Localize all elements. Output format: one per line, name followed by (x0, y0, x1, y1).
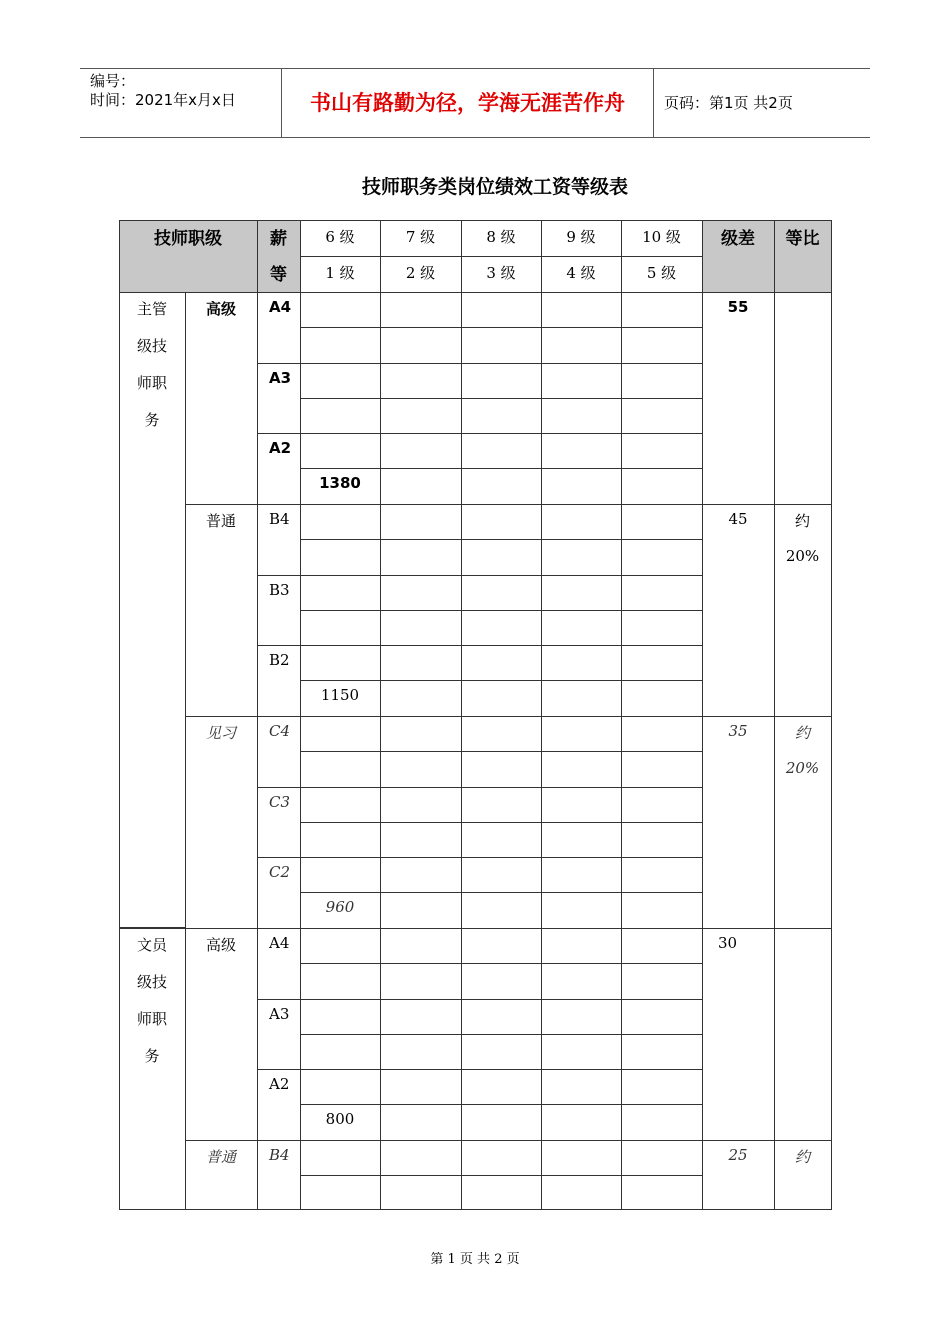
header-level-top: 9 级 (566, 228, 596, 246)
value-cell (541, 504, 622, 540)
level-cell (185, 292, 258, 505)
level-label: 普通 (205, 1148, 236, 1166)
level-cell (185, 716, 258, 929)
value-cell (380, 433, 462, 469)
value-cell (380, 327, 462, 364)
value-cell (380, 1069, 462, 1105)
value-cell (621, 892, 703, 929)
category-label: 师职 (136, 1010, 167, 1028)
value-cell (300, 751, 381, 788)
level-cell (185, 928, 258, 1141)
value-cell (380, 1104, 462, 1141)
value-cell (541, 610, 622, 646)
value-cell (300, 963, 381, 1000)
value-cell (621, 751, 703, 788)
page-title: 技师职务类岗位绩效工资等级表 (361, 176, 628, 198)
value-cell (461, 963, 542, 1000)
value-cell (300, 999, 381, 1035)
salary-grade-label: B4 (269, 1146, 290, 1164)
ratio-cell (774, 928, 832, 1141)
value-cell (541, 327, 622, 364)
value-cell (461, 751, 542, 788)
value-cell (380, 892, 462, 929)
value-cell (461, 504, 542, 540)
value-cell (541, 433, 622, 469)
value-cell (621, 433, 703, 469)
grade-diff-value: 30 (718, 934, 738, 952)
value-cell (541, 928, 622, 964)
value-cell (380, 857, 462, 893)
salary-grade-label: C3 (269, 793, 291, 811)
value-cell (300, 575, 381, 611)
value-cell (300, 433, 381, 469)
salary-grade-label: A2 (269, 1075, 290, 1093)
value-cell (541, 575, 622, 611)
value-cell (621, 928, 703, 964)
value-cell (300, 822, 381, 858)
value-cell (300, 539, 381, 576)
value-cell (541, 999, 622, 1035)
level-label: 高级 (205, 936, 236, 954)
category-label: 主管 (136, 300, 167, 318)
header-level-top: 7 级 (405, 228, 436, 246)
value-cell (541, 892, 622, 929)
header-page-label: 页码：第1页 共2页 (664, 94, 793, 112)
salary-grade-label: A3 (269, 1005, 290, 1023)
value-cell (300, 716, 381, 752)
value-cell (621, 645, 703, 681)
value-cell (621, 1069, 703, 1105)
value-cell (300, 645, 381, 681)
salary-grade-label: C4 (269, 722, 291, 740)
value-cell (380, 610, 462, 646)
value-cell (541, 1140, 622, 1176)
header-salary-grade-top: 薪 (270, 229, 287, 249)
grade-diff-value: 25 (728, 1146, 748, 1164)
value-cell (541, 468, 622, 505)
value-cell (300, 610, 381, 646)
value-cell (461, 539, 542, 576)
value-cell (621, 963, 703, 1000)
level-label: 见习 (205, 724, 236, 742)
value-cell (461, 398, 542, 434)
value-cell (461, 327, 542, 364)
value-cell (380, 822, 462, 858)
header-level-bottom: 1 级 (325, 264, 355, 282)
grade-diff-cell (702, 716, 775, 929)
value-cell (380, 1140, 462, 1176)
value-cell (380, 1034, 462, 1070)
value-cell (380, 292, 462, 328)
ratio-value: 约 (794, 1148, 810, 1166)
value-cell (380, 963, 462, 1000)
value-cell (621, 610, 703, 646)
value-cell (461, 787, 542, 823)
value-cell (300, 1069, 381, 1105)
value-cell (380, 751, 462, 788)
ratio-cell (774, 716, 832, 929)
value-cell (300, 292, 381, 328)
value-cell (541, 787, 622, 823)
value-cell (461, 433, 542, 469)
header-level-bottom: 2 级 (405, 264, 436, 282)
ratio-value: 约 (794, 724, 810, 742)
ratio-value: 20% (785, 759, 820, 777)
value-cell (621, 787, 703, 823)
value-cell (380, 716, 462, 752)
value-cell (461, 999, 542, 1035)
header-diff: 级差 (721, 229, 755, 249)
header-meta (80, 69, 280, 137)
value-cell (461, 822, 542, 858)
value-cell (461, 1034, 542, 1070)
salary-grade-label: B2 (269, 651, 290, 669)
grade-diff-cell (702, 292, 775, 505)
value-cell (380, 539, 462, 576)
value-cell (300, 363, 381, 399)
value-cell (541, 1175, 622, 1210)
value-cell (621, 539, 703, 576)
value-cell (461, 1140, 542, 1176)
value-cell (541, 963, 622, 1000)
grade-diff-value: 45 (728, 510, 748, 528)
value-cell (380, 928, 462, 964)
value-cell (541, 1034, 622, 1070)
header-salary-grade-bottom: 等 (270, 265, 287, 285)
value-cell (461, 575, 542, 611)
value-cell (541, 645, 622, 681)
value-cell (461, 928, 542, 964)
value-cell (541, 1104, 622, 1141)
value-cell (541, 751, 622, 788)
value-cell (541, 292, 622, 328)
value-cell (541, 857, 622, 893)
grade-diff-cell (702, 928, 775, 1141)
salary-grade-label: A4 (269, 934, 290, 952)
header-level-top: 6 级 (325, 228, 355, 246)
grade-diff-value: 35 (728, 722, 748, 740)
value-cell (541, 539, 622, 576)
value-cell (300, 857, 381, 893)
value-cell (380, 468, 462, 505)
header-motto: 书山有路勤为径，学海无涯苦作舟 (281, 69, 654, 137)
salary-grade-label: B3 (269, 581, 290, 599)
value-cell (621, 575, 703, 611)
value-cell (461, 645, 542, 681)
value-cell (461, 892, 542, 929)
value-cell (300, 787, 381, 823)
value-cell (621, 504, 703, 540)
value-cell (621, 292, 703, 328)
value-cell (541, 1069, 622, 1105)
time-label: 时间：2021年x月x日 (90, 91, 236, 109)
value-cell (380, 680, 462, 717)
salary-grade-label: A2 (269, 439, 292, 457)
base-salary-value: 800 (325, 1110, 355, 1128)
value-cell (621, 1175, 703, 1210)
value-cell (461, 363, 542, 399)
value-cell (621, 680, 703, 717)
header-level-top: 8 级 (486, 228, 516, 246)
salary-grade-label: A4 (269, 298, 292, 316)
grade-diff-cell (702, 504, 775, 717)
value-cell (541, 363, 622, 399)
value-cell (461, 1104, 542, 1141)
value-cell (380, 1175, 462, 1210)
value-cell (300, 1175, 381, 1210)
value-cell (461, 610, 542, 646)
category-label: 文员 (136, 936, 167, 954)
value-cell (541, 716, 622, 752)
header-ratio: 等比 (785, 229, 820, 249)
base-salary-value: 1380 (319, 474, 361, 492)
value-cell (461, 1175, 542, 1210)
grade-diff-value: 55 (727, 298, 749, 316)
value-cell (380, 999, 462, 1035)
value-cell (621, 363, 703, 399)
value-cell (621, 1104, 703, 1141)
salary-grade-label: B4 (269, 510, 290, 528)
value-cell (461, 468, 542, 505)
page-header (80, 68, 870, 138)
category-label: 师职 (136, 374, 167, 392)
category-label: 级技 (136, 973, 167, 991)
header-rank: 技师职级 (154, 229, 222, 249)
value-cell (380, 504, 462, 540)
base-salary-value: 1150 (320, 686, 360, 704)
value-cell (621, 1140, 703, 1176)
header-level-bottom: 4 级 (566, 264, 596, 282)
value-cell (541, 398, 622, 434)
value-cell (461, 716, 542, 752)
value-cell (621, 857, 703, 893)
header-level-bottom: 5 级 (646, 264, 677, 282)
salary-grade-label: A3 (269, 369, 292, 387)
value-cell (621, 1034, 703, 1070)
ratio-value: 约 (794, 512, 810, 530)
page-footer: 第 1 页 共 2 页 (430, 1252, 520, 1267)
level-label: 普通 (205, 512, 236, 530)
value-cell (461, 857, 542, 893)
value-cell (380, 645, 462, 681)
value-cell (621, 822, 703, 858)
value-cell (541, 680, 622, 717)
level-cell (185, 504, 258, 717)
number-label: 编号： (90, 72, 136, 90)
value-cell (380, 398, 462, 434)
value-cell (621, 999, 703, 1035)
value-cell (621, 327, 703, 364)
value-cell (300, 327, 381, 364)
value-cell (300, 504, 381, 540)
header-level-bottom: 3 级 (486, 264, 516, 282)
value-cell (461, 292, 542, 328)
base-salary-value: 960 (325, 898, 355, 916)
ratio-cell (774, 504, 832, 717)
value-cell (621, 716, 703, 752)
value-cell (300, 1034, 381, 1070)
level-label: 高级 (205, 300, 236, 318)
value-cell (380, 363, 462, 399)
salary-grade-label: C2 (269, 863, 291, 881)
header-level-top: 10 级 (642, 228, 681, 246)
category-label: 级技 (136, 337, 167, 355)
value-cell (300, 1140, 381, 1176)
ratio-cell (774, 292, 832, 505)
ratio-value: 20% (785, 547, 820, 565)
value-cell (621, 468, 703, 505)
value-cell (461, 680, 542, 717)
value-cell (300, 928, 381, 964)
value-cell (380, 787, 462, 823)
category-label: 务 (144, 411, 160, 429)
value-cell (461, 1069, 542, 1105)
value-cell (541, 822, 622, 858)
value-cell (300, 398, 381, 434)
value-cell (380, 575, 462, 611)
category-label: 务 (144, 1047, 160, 1065)
value-cell (621, 398, 703, 434)
